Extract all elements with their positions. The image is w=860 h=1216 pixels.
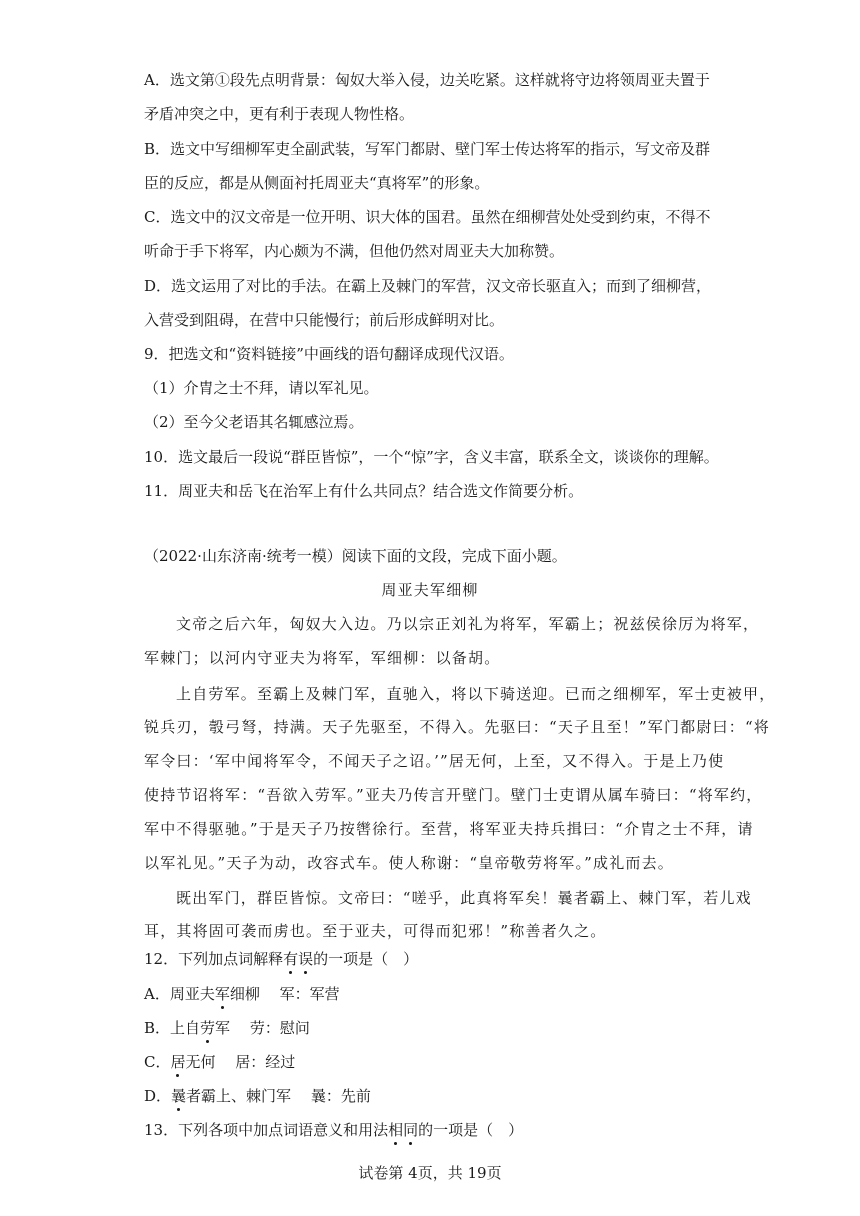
option-d-line-2: 入营受到阻碍，在营中只能慢行；前后形成鲜明对比。 [144,311,505,329]
passage-line: 使持节诏将军：“吾欲入劳军。”亚夫乃传言开壁门。壁门士吏谓从属车骑曰：“将军约， [144,786,763,804]
page-footer: 试卷第 4页，共 19页 [358,1164,502,1182]
dotted-word: 曩 [171,1087,187,1105]
question-12-stem [144,949,418,969]
dotted-word: 居 [170,1053,186,1071]
passage-title: 周亚夫军细柳 [381,581,479,599]
question-10: 10．选文最后一段说“群臣皆惊”，一个“惊”字，含义丰富，联系全文，谈谈你的理解。 [144,448,719,466]
option-b-line-2: 臣的反应，都是从侧面衬托周亚夫“真将军”的形象。 [144,174,490,192]
passage-line: 耳，其将固可袭而虏也。至于亚夫，可得而犯邪！”称善者久之。 [144,922,607,940]
option-text: D． [144,1087,172,1105]
q12-option-c [144,1052,295,1072]
option-a-line-1: A．选文第①段先点明背景：匈奴大举入侵，边关吃紧。这样就将守边将领周亚夫置于 [144,71,710,89]
q12-option-d [144,1086,371,1106]
source-line: （2022·山东济南·统考一模）阅读下面的文段，完成下面小题。 [144,547,567,565]
passage-line: 锐兵刃，彀弓弩，持满。天子先驱至，不得入。先驱曰：“天子且至！”军门都尉曰：“将 [144,718,771,736]
dotted-word: 劳 [200,1019,216,1037]
option-b-line-1: B．选文中写细柳军吏全副武装，写军门都尉、壁门军士传达将军的指示，写文帝及群 [144,140,711,158]
passage-line: 既出军门，群臣皆惊。文帝曰：“嗟乎，此真将军矣！曩者霸上、棘门军，若儿戏 [176,889,752,907]
q13-dotted-char: 同 [403,1121,419,1139]
q12-stem-post: 的一项是（ ） [313,950,419,968]
dotted-word: 军 [214,985,230,1003]
q13-dotted-char: 相 [388,1121,404,1139]
passage-line: 军中不得驱驰。”于是天子乃按辔徐行。至营，将军亚夫持兵揖曰：“介胄之士不拜，请 [144,820,754,838]
passage-line: 文帝之后六年，匈奴大入边。乃以宗正刘礼为将军，军霸上；祝兹侯徐厉为将军， [176,615,760,633]
option-text: A．周亚夫 [144,985,215,1003]
q12-dotted-char: 误 [298,950,314,968]
q13-stem-pre: 13．下列各项中加点词语意义和用法 [144,1121,389,1139]
option-text: B．上自 [144,1019,201,1037]
q12-dotted-char: 有 [283,950,299,968]
q13-stem-post: 的一项是（ ） [418,1121,524,1139]
question-9: 9．把选文和“资料链接”中画线的语句翻译成现代汉语。 [144,345,514,363]
option-text: 无何 居：经过 [185,1053,296,1071]
option-c-line-1: C．选文中的汉文帝是一位开明、识大体的国君。虽然在细柳营处处受到约束，不得不 [144,208,711,226]
passage-line: 军棘门；以河内守亚夫为将军，军细柳：以备胡。 [144,649,501,667]
question-9-part-2: （2）至今父老语其名辄感泣焉。 [144,413,364,431]
passage-line: 上自劳军。至霸上及棘门军，直驰入，将以下骑送迎。已而之细柳军，军士吏被甲， [176,685,776,703]
option-c-line-2: 听命于手下将军，内心颇为不满，但他仍然对周亚夫大加称赞。 [144,242,565,260]
question-11: 11．周亚夫和岳飞在治军上有什么共同点？结合选文作简要分析。 [144,482,584,500]
option-a-line-2: 矛盾冲突之中，更有利于表现人物性格。 [144,105,415,123]
option-text: C． [144,1053,171,1071]
question-13-stem [144,1120,523,1140]
option-d-line-1: D．选文运用了对比的手法。在霸上及棘门的军营，汉文帝长驱直入；而到了细柳营， [144,277,712,295]
option-text: 军 劳：慰问 [215,1019,310,1037]
question-9-part-1: （1）介胄之士不拜，请以军礼见。 [144,379,379,397]
q12-option-b [144,1018,310,1038]
option-text: 细柳 军：军营 [229,985,340,1003]
option-text: 者霸上、棘门军 曩：先前 [186,1087,371,1105]
q12-option-a [144,984,340,1004]
q12-stem-pre: 12．下列加点词解释 [144,950,284,968]
passage-line: 以军礼见。”天子为动，改容式车。使人称谢：“皇帝敬劳将军。”成礼而去。 [144,854,675,872]
passage-line: 军令曰：‘军中闻将军令，不闻天子之诏。’”居无何，上至，又不得入。于是上乃使 [144,752,725,770]
